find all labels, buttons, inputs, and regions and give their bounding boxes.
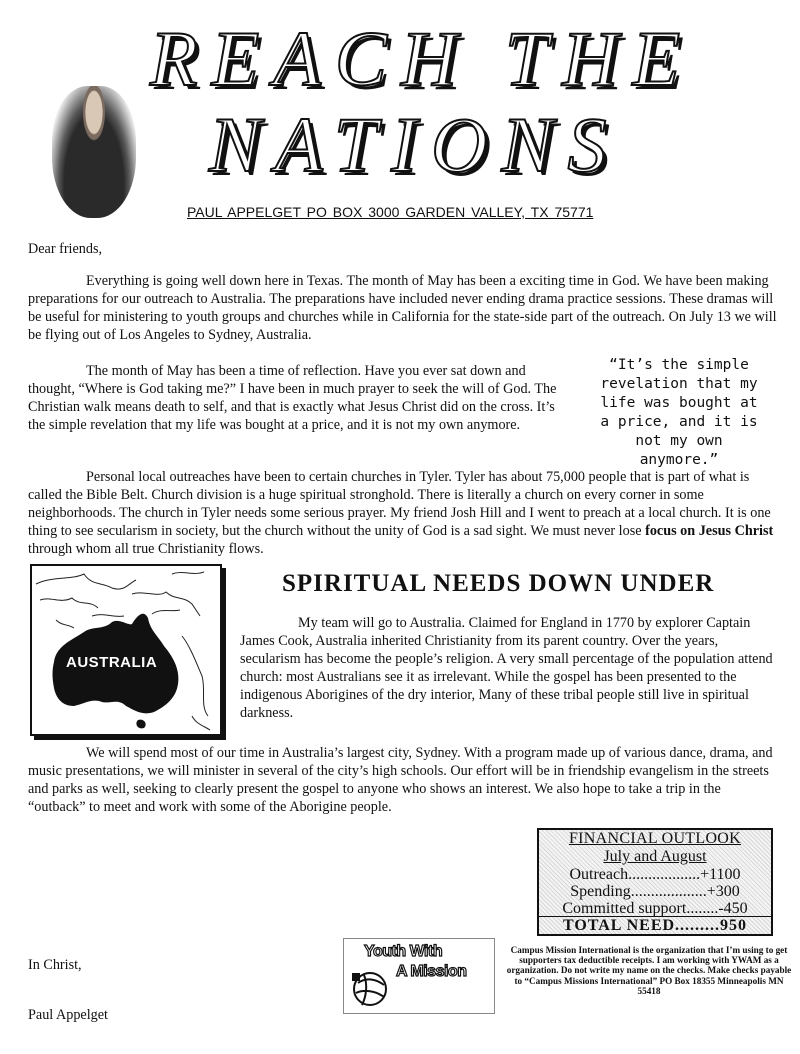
paragraph-3-text-a: Personal local outreaches have been to certain churches in Tyler. Tyler has about 75,000 people that is part of what is called the Bible Belt. Church division is a huge spiritual stronghold. There is literally a church on every corner in some neighborhoods. The church in Tyler needs some serious prayer. My friend Josh Hill and I went to preach at a local church. It is one thing to see secularism in society, but the church without the unity of God is a sad sight. We must never lose [28, 469, 771, 539]
campus-mission-note: Campus Mission International is the organization that I’m using to get supporters tax deductible receipts. I am working with YWAM as a organization. Do not write my name on the checks. Make checks payable to “Campus Missions International” PO Box 18355 Minneapolis MN 55418 [506, 945, 792, 996]
paragraph-3-text-b: through whom all true Christianity flows. [28, 541, 264, 557]
australia-map [30, 564, 222, 736]
greeting: Dear friends, [28, 241, 103, 257]
paragraph-5: We will spend most of our time in Australia’s largest city, Sydney. With a program made up of various dance, drama, and music presentations, we will minister in several of the city’s high schools. Our effort will be in friendship evangelism in the streets and parks as well, seeking to clearly present the gospel to anyone who shows an interest. We also hope to take a trip in the “outback” to meet and work with some of the Aborigine people. [28, 745, 773, 815]
closing: In Christ, [28, 957, 82, 973]
financial-outlook-box [537, 828, 773, 936]
financial-row-spending: Spending...................+300 [570, 883, 740, 900]
paragraph-1: Everything is going well down here in Texas. The month of May has been a exciting time in God. We have been making preparations for our outreach to Australia. The preparations have included never ending drama practice sessions. These dramas will be useful for ministering to youth groups and churches while in California for the state-side part of the outreach. On July 13 we will be flying out of Los Angeles to Sydney, Australia. [28, 273, 777, 343]
masthead-title-line2: NATIONS [209, 101, 621, 188]
masthead-address: PAUL APPELGET PO BOX 3000 GARDEN VALLEY, TX 75771 [187, 204, 594, 220]
map-illustration [32, 566, 220, 734]
map-label: AUSTRALIA [66, 654, 158, 671]
paragraph-2: The month of May has been a time of reflection. Have you ever sat down and thought, “Where is God taking me?” I have been in much prayer to seek the will of God. The Christian walk means death to self, and that is exactly what Jesus Christ did on the cross. It’s the simple revelation that my life was bought at a price, and it is not my own anymore. [28, 363, 557, 433]
ywam-logo-line2: A Mission [396, 963, 467, 980]
paragraph-3 [28, 468, 780, 558]
globe-icon [350, 967, 390, 1009]
paragraph-4: My team will go to Australia. Claimed for England in 1770 by explorer Captain James Cook, Australia inherited Christianity from its parent country. Over the years, secularism has become the people’s religion. A very small percentage of the population attend church: most Australians see it as irrelevant. While the gospel has been presented to the indigenous Aborigines of the dry interior, Many of these tribal people still live in spiritual darkness. [240, 615, 773, 721]
section-heading: SPIRITUAL NEEDS DOWN UNDER [282, 570, 715, 597]
ywam-logo-line1: Youth With [364, 943, 443, 960]
paragraph-3-bold: focus on Jesus Christ [645, 523, 774, 539]
signature: Paul Appelget [28, 1007, 108, 1023]
financial-subtitle: July and August [603, 848, 707, 865]
financial-title: FINANCIAL OUTLOOK [568, 830, 742, 847]
ywam-logo-block [343, 938, 495, 1014]
financial-row-committed: Committed support........-450 [562, 900, 748, 917]
financial-total: TOTAL NEED.........950 [539, 916, 771, 934]
masthead-title-line1: REACH THE [150, 15, 695, 102]
pull-quote: “It’s the simple revelation that my life was bought at a price, and it is not my own anymore.” [600, 357, 758, 468]
financial-row-outreach: Outreach..................+1100 [569, 866, 741, 883]
author-photo [52, 86, 136, 218]
